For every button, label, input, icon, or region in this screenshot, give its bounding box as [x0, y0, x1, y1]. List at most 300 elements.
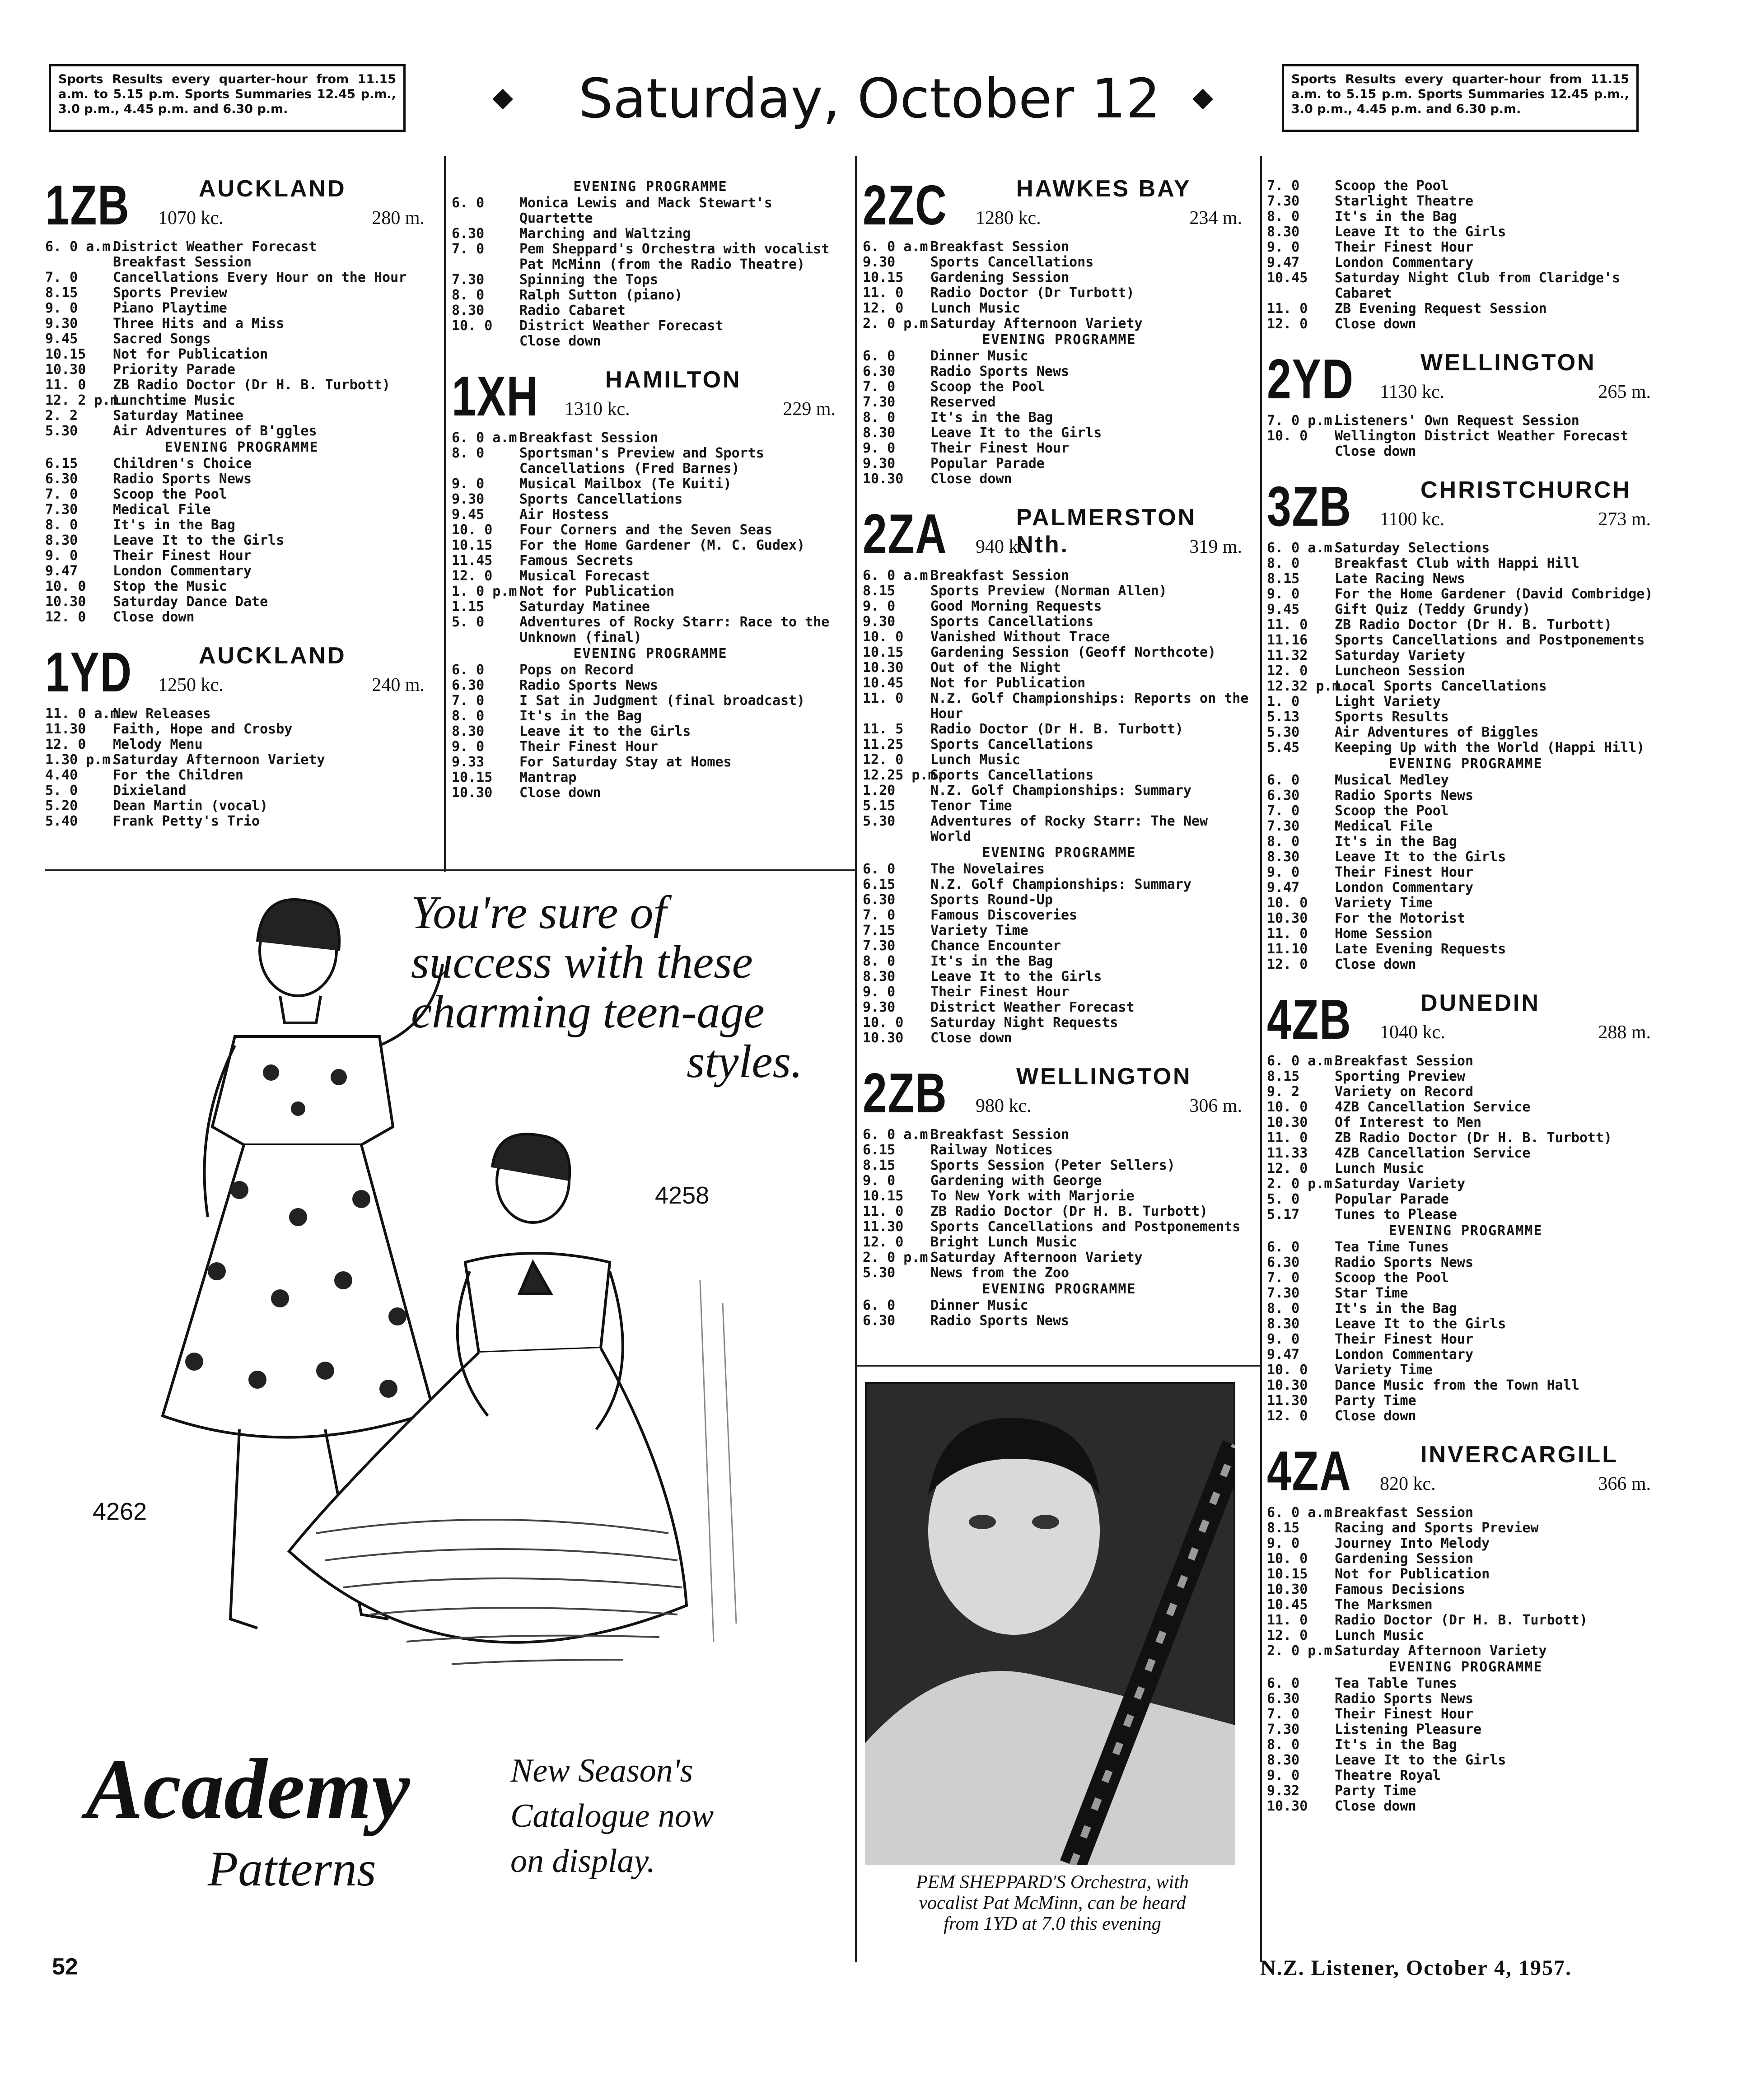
programme-time: 12. 0 — [45, 737, 86, 752]
programme-title: Keeping Up with the World (Happi Hill) — [1335, 740, 1645, 756]
programme-time: 9. 0 — [863, 1173, 896, 1189]
diamond-ornament-icon: ◆ — [1192, 81, 1214, 113]
programme-time: 8.30 — [863, 969, 896, 985]
programme-time: 6. 0 a.m. — [1267, 540, 1341, 556]
programme-time: 9. 0 — [863, 598, 896, 614]
programme-title: Famous Secrets — [519, 553, 634, 569]
programme-title: ZB Radio Doctor (Dr H. B. Turbott) — [1335, 617, 1612, 633]
programme-time: 10.30 — [1267, 910, 1308, 926]
programme-time: 10. 0 — [863, 1015, 904, 1031]
programme-item — [452, 584, 849, 599]
station-callsign: 4ZB — [1267, 989, 1352, 1051]
programme-item — [863, 1158, 1256, 1173]
programme-time: 9.33 — [452, 754, 485, 770]
programme-title: Breakfast Club with Happi Hill — [1335, 555, 1579, 571]
programme-time: 6. 0 a.m. — [863, 568, 936, 583]
programme-time: 8. 0 — [1267, 1301, 1300, 1316]
programme-item — [863, 410, 1256, 425]
programme-time: 9.30 — [863, 999, 896, 1015]
column-rule — [1260, 156, 1262, 1962]
programme-item — [452, 755, 849, 770]
column-3 — [863, 172, 1256, 1342]
programme-title: Dinner Music — [930, 1297, 1028, 1313]
programme-title: Dance Music from the Town Hall — [1335, 1377, 1579, 1393]
evening-programme-heading: EVENING PROGRAMME — [1388, 756, 1543, 772]
programme-title: Late Evening Requests — [1335, 941, 1506, 957]
station-frequency: 1130 kc. — [1380, 382, 1445, 402]
programme-time: 10. 0 — [45, 579, 86, 594]
programme-title: Their Finest Hour — [930, 440, 1070, 456]
programme-title: ZB Evening Request Session — [1335, 301, 1547, 317]
programme-title: Close down — [1335, 957, 1416, 972]
station-wavelength: 234 m. — [1189, 208, 1242, 229]
station-city: AUCKLAND — [199, 643, 346, 669]
programme-time: 10.15 — [863, 644, 904, 660]
programme-time: 8.15 — [863, 1157, 896, 1173]
programme-item — [452, 599, 849, 615]
programme-item — [452, 242, 849, 272]
programme-item — [1267, 1753, 1664, 1768]
programme-title: Late Racing News — [1335, 571, 1465, 587]
station-callsign: 2ZC — [863, 174, 948, 237]
programme-item — [1267, 834, 1664, 849]
programme-time: 6. 0 — [1267, 772, 1300, 788]
programme-item — [1267, 1363, 1664, 1378]
programme-title: Sports Round-Up — [930, 892, 1053, 908]
programme-title: Close down — [930, 471, 1012, 487]
programme-time: 11.32 — [1267, 648, 1308, 663]
programme-time: 7. 0 — [45, 270, 78, 285]
station-header — [1267, 473, 1664, 541]
programme-item — [863, 1250, 1256, 1265]
programme-title: N.Z. Golf Championships: Summary — [930, 783, 1191, 798]
programme-title: It's in the Bag — [1335, 1301, 1457, 1316]
programme-item — [45, 610, 438, 625]
programme-item — [45, 518, 438, 533]
programme-item — [1267, 271, 1664, 301]
programme-title: Priority Parade — [113, 362, 235, 378]
pattern-number: 4262 — [93, 1498, 147, 1525]
programme-title: For the Home Gardener (M. C. Gudex) — [519, 537, 805, 553]
programme-time: 12.25 p.m. — [863, 767, 944, 783]
programme-item — [863, 985, 1256, 1000]
programme-list — [1267, 1054, 1664, 1424]
station-frequency: 1280 kc. — [976, 208, 1041, 229]
programme-title: Saturday Selections — [1335, 540, 1490, 556]
programme-item — [863, 908, 1256, 923]
programme-time: 9.47 — [1267, 880, 1300, 896]
programme-item — [1267, 663, 1664, 679]
programme-item — [1267, 1536, 1664, 1551]
station-2zb — [863, 1059, 1256, 1329]
programme-item — [1267, 1240, 1664, 1255]
programme-title: Radio Sports News — [1335, 1691, 1474, 1707]
station-callsign: 2ZB — [863, 1062, 948, 1125]
programme-title: Theatre Royal — [1335, 1768, 1441, 1783]
programme-time: 9.30 — [863, 254, 896, 270]
programme-title: Tunes to Please — [1335, 1207, 1457, 1223]
programme-time: 5.17 — [1267, 1207, 1300, 1223]
programme-time: 9. 2 — [1267, 1084, 1300, 1100]
programme-time: 6. 0 — [1267, 1675, 1300, 1691]
programme-item — [452, 678, 849, 693]
programme-item — [452, 615, 849, 645]
programme-title: District Weather Forecast — [113, 239, 317, 255]
programme-time: 8.30 — [452, 303, 485, 318]
programme-time: 10.45 — [1267, 1597, 1308, 1613]
station-city: HAWKES BAY — [1016, 176, 1191, 202]
station-header — [863, 172, 1256, 239]
programme-title: Variety on Record — [1335, 1084, 1474, 1100]
programme-item — [1267, 1691, 1664, 1707]
programme-item — [863, 1143, 1256, 1158]
programme-time: 6.15 — [45, 456, 78, 471]
programme-item — [1267, 849, 1664, 865]
column-4 — [1267, 178, 1664, 1828]
programme-title: Melody Menu — [113, 737, 203, 752]
programme-time: 8.15 — [1267, 1069, 1300, 1084]
programme-time: 9. 0 — [1267, 1768, 1300, 1783]
programme-item — [1267, 1551, 1664, 1567]
programme-title: Sportsman's Preview and Sports Cancellations (Fred Barnes) — [519, 445, 764, 476]
programme-item — [863, 301, 1256, 316]
programme-title: Famous Decisions — [1335, 1582, 1465, 1597]
programme-title: Listening Pleasure — [1335, 1722, 1482, 1737]
programme-title: Saturday Variety — [1335, 1176, 1465, 1192]
programme-title: London Commentary — [1335, 880, 1474, 896]
programme-item — [1267, 1100, 1664, 1115]
programme-title: It's in the Bag — [113, 517, 235, 533]
programme-title: To New York with Marjorie — [930, 1188, 1135, 1204]
programme-item — [863, 1219, 1256, 1235]
programme-item — [863, 568, 1256, 583]
station-header — [1267, 1437, 1664, 1505]
programme-title: Saturday Afternoon Variety — [113, 752, 325, 768]
programme-time: 12. 0 — [1267, 316, 1308, 332]
programme-title: Light Variety — [1335, 694, 1441, 709]
programme-item — [863, 425, 1256, 441]
programme-title: The Novelaires — [930, 861, 1045, 877]
programme-title: Leave It to the Girls — [930, 969, 1102, 985]
programme-title: Lunch Music — [930, 752, 1020, 768]
station-frequency: 980 kc. — [976, 1096, 1032, 1116]
programme-item — [1267, 957, 1664, 972]
programme-time: 5. 0 — [45, 783, 78, 798]
programme-title: Their Finest Hour — [1335, 864, 1474, 880]
programme-title: Radio Doctor (Dr Turbott) — [930, 285, 1135, 301]
station-2za — [863, 500, 1256, 1046]
programme-time: 11.30 — [863, 1219, 904, 1235]
programme-time: 5.13 — [1267, 709, 1300, 725]
programme-time: 1. 0 — [1267, 694, 1300, 709]
programme-time: 8. 0 — [1267, 834, 1300, 849]
programme-time: 8. 0 — [452, 287, 485, 303]
programme-title: ZB Radio Doctor (Dr H. B. Turbott) — [930, 1204, 1208, 1219]
programme-item — [863, 630, 1256, 645]
programme-time: 9. 0 — [863, 984, 896, 1000]
programme-title: Their Finest Hour — [113, 548, 252, 564]
programme-item — [452, 476, 849, 492]
programme-item — [863, 892, 1256, 908]
programme-time: 7. 0 — [863, 379, 896, 395]
programme-time: 9.30 — [863, 456, 896, 471]
programme-time: 11.30 — [1267, 1393, 1308, 1409]
programme-item — [863, 1015, 1256, 1031]
programme-title: Medical File — [1335, 818, 1433, 834]
programme-title: Local Sports Cancellations — [1335, 678, 1547, 694]
programme-title: Sporting Preview — [1335, 1069, 1465, 1084]
programme-time: 6. 0 — [863, 861, 896, 877]
station-header — [45, 639, 438, 706]
programme-item — [45, 270, 438, 285]
station-header — [863, 1059, 1256, 1127]
station-wavelength: 366 m. — [1598, 1474, 1651, 1494]
programme-title: Radio Sports News — [113, 471, 252, 487]
programme-time: 12. 0 — [1267, 663, 1308, 679]
programme-time: 9.45 — [452, 507, 485, 523]
column-rule — [444, 156, 446, 872]
programme-title: Saturday Afternoon Variety — [1335, 1643, 1547, 1659]
programme-title: Close down — [519, 785, 601, 801]
programme-time: 1.30 p.m. — [45, 752, 119, 768]
programme-time: 8. 0 — [863, 953, 896, 969]
programme-item — [452, 288, 849, 303]
programme-title: Radio Doctor (Dr H. B. Turbott) — [930, 721, 1183, 737]
programme-title: Sports Results — [1335, 709, 1449, 725]
programme-time: 7.30 — [863, 394, 896, 410]
programme-time: 8. 0 — [45, 517, 78, 533]
programme-item — [1267, 1799, 1664, 1814]
programme-item — [1267, 725, 1664, 740]
programme-title: Musical Medley — [1335, 772, 1449, 788]
programme-title: Medical File — [113, 502, 211, 518]
page-title: Saturday, October 12 — [578, 68, 1161, 131]
programme-time: 9. 0 — [452, 739, 485, 755]
programme-item — [1267, 224, 1664, 240]
programme-title: Breakfast Session — [1335, 1505, 1474, 1521]
programme-time: 7. 0 — [1267, 1270, 1300, 1286]
programme-title: Lunch Music — [1335, 1161, 1425, 1176]
programme-item — [1267, 1069, 1664, 1084]
programme-title: Scoop the Pool — [1335, 178, 1449, 194]
programme-item — [452, 226, 849, 242]
station-wavelength: 273 m. — [1598, 509, 1651, 530]
programme-time: 9.32 — [1267, 1783, 1300, 1799]
programme-time: 12. 0 — [1267, 1408, 1308, 1424]
programme-item — [863, 364, 1256, 379]
programme-time: 6.30 — [1267, 1691, 1300, 1707]
programme-item — [1267, 1378, 1664, 1393]
programme-time: 11.10 — [1267, 941, 1308, 957]
programme-item — [1267, 587, 1664, 602]
programme-title: Saturday Night Requests — [930, 1015, 1118, 1031]
programme-time: 10. 0 — [863, 629, 904, 645]
pattern-number: 4258 — [655, 1182, 710, 1209]
programme-time: 11. 0 — [863, 1204, 904, 1219]
programme-title: For Saturday Stay at Homes — [519, 754, 732, 770]
programme-item — [1267, 1643, 1664, 1659]
programme-item — [863, 1313, 1256, 1329]
programme-item — [45, 564, 438, 579]
programme-title: Their Finest Hour — [1335, 1331, 1474, 1347]
programme-time: 8.15 — [1267, 571, 1300, 587]
programme-title: Radio Sports News — [930, 1313, 1070, 1329]
programme-title: It's in the Bag — [1335, 834, 1457, 849]
programme-list — [1267, 413, 1664, 459]
station-frequency: 1040 kc. — [1380, 1022, 1445, 1043]
programme-time: 10.30 — [45, 594, 86, 610]
programme-item — [452, 446, 849, 476]
programme-title: It's in the Bag — [519, 708, 642, 724]
programme-title: It's in the Bag — [1335, 209, 1457, 224]
programme-title: Leave It to the Girls — [1335, 1316, 1506, 1332]
programme-item — [45, 502, 438, 518]
station-city: WELLINGTON — [1016, 1064, 1192, 1090]
caption-line: vocalist Pat McMinn, can be heard — [919, 1893, 1186, 1913]
programme-time: 7.30 — [1267, 193, 1300, 209]
programme-title: Bright Lunch Music — [930, 1234, 1078, 1250]
programme-title: Lunchtime Music — [113, 392, 235, 408]
programme-time: 11.25 — [863, 737, 904, 752]
programme-time: 10. 0 — [452, 318, 493, 334]
programme-title: Breakfast Session — [113, 254, 252, 270]
station-1xh — [452, 363, 849, 801]
station-city: AUCKLAND — [199, 176, 346, 202]
programme-title: Faith, Hope and Crosby — [113, 721, 293, 737]
programme-title: Gardening Session (Geoff Northcote) — [930, 644, 1216, 660]
programme-time: 12. 0 — [863, 752, 904, 768]
programme-title: Sports Cancellations and Postponements — [930, 1219, 1241, 1235]
programme-item — [452, 196, 849, 226]
programme-item — [452, 272, 849, 288]
programme-time: 7. 0 — [452, 693, 485, 709]
programme-item — [45, 722, 438, 737]
column-1 — [45, 172, 438, 843]
programme-time: 5.20 — [45, 798, 78, 814]
programme-item — [863, 1204, 1256, 1219]
programme-time: 5.30 — [863, 1265, 896, 1281]
programme-item — [452, 334, 849, 349]
programme-time: 11. 0 — [863, 285, 904, 301]
programme-title: Adventures of Rocky Starr: The New World — [930, 813, 1208, 845]
programme-title: Luncheon Session — [1335, 663, 1465, 679]
programme-item — [45, 533, 438, 548]
programme-item — [1267, 1207, 1664, 1223]
programme-item — [1267, 1628, 1664, 1643]
programme-title: District Weather Forecast — [930, 999, 1135, 1015]
programme-title: Racing and Sports Preview — [1335, 1520, 1539, 1536]
programme-time: 7. 0 — [1267, 1706, 1300, 1722]
programme-time: 9.45 — [1267, 602, 1300, 617]
programme-time: 10.30 — [1267, 1582, 1308, 1597]
programme-time: 7.30 — [45, 502, 78, 518]
programme-time: 10. 0 — [452, 522, 493, 538]
programme-time: 6.30 — [1267, 788, 1300, 803]
programme-item — [45, 378, 438, 393]
programme-title: Radio Sports News — [1335, 1255, 1474, 1270]
programme-time: 2. 0 p.m. — [863, 1250, 936, 1265]
programme-item — [1267, 911, 1664, 926]
programme-item — [1267, 679, 1664, 694]
programme-time: 2. 0 p.m. — [863, 316, 936, 331]
programme-time: 9.47 — [1267, 255, 1300, 271]
programme-item — [863, 285, 1256, 301]
programme-title: Scoop the Pool — [1335, 803, 1449, 819]
station-callsign: 2YD — [1267, 348, 1354, 411]
programme-item — [1267, 694, 1664, 709]
programme-item — [863, 1000, 1256, 1015]
programme-item — [1267, 1347, 1664, 1363]
programme-item — [1267, 1597, 1664, 1613]
programme-item — [863, 969, 1256, 985]
programme-item — [863, 877, 1256, 892]
programme-title: Sports Cancellations — [930, 737, 1094, 752]
programme-item — [1267, 1768, 1664, 1783]
programme-item — [45, 301, 438, 316]
programme-item — [45, 362, 438, 378]
programme-title: Monica Lewis and Mack Stewart's Quartette — [519, 195, 772, 226]
programme-time: 6. 0 a.m. — [863, 1127, 936, 1143]
station-city: INVERCARGILL — [1420, 1442, 1618, 1468]
programme-title: Journey Into Melody — [1335, 1535, 1490, 1551]
programme-time: 8.15 — [45, 285, 78, 301]
programme-item — [863, 1265, 1256, 1281]
advert-headline: success with these — [411, 936, 753, 988]
programme-title: 4ZB Cancellation Service — [1335, 1145, 1531, 1161]
programme-time: 11. 0 — [1267, 926, 1308, 942]
programme-item — [1267, 926, 1664, 942]
programme-item — [863, 1127, 1256, 1143]
programme-time: 10. 0 — [1267, 895, 1308, 911]
programme-time: 1. 0 p.m. — [452, 583, 525, 599]
programme-item — [863, 441, 1256, 456]
programme-item — [45, 408, 438, 424]
programme-time: 12. 0 — [45, 609, 86, 625]
programme-time: 8. 0 — [863, 410, 896, 425]
programme-item — [1267, 617, 1664, 633]
programme-item — [863, 349, 1256, 364]
programme-item — [1267, 240, 1664, 255]
station-wavelength: 240 m. — [372, 675, 425, 695]
station-frequency: 940 kc. — [976, 537, 1032, 557]
programme-list — [863, 1127, 1256, 1329]
evening-programme-heading: EVENING PROGRAMME — [1388, 1223, 1543, 1239]
programme-item — [1267, 1161, 1664, 1176]
programme-title: Gift Quiz (Teddy Grundy) — [1335, 602, 1531, 617]
programme-title: Leave It to the Girls — [1335, 224, 1506, 240]
programme-time: 7.15 — [863, 923, 896, 938]
programme-title: ZB Radio Doctor (Dr H. B. Turbott) — [113, 377, 391, 393]
programme-time: 6.30 — [452, 677, 485, 693]
programme-title: N.Z. Golf Championships: Summary — [930, 877, 1191, 892]
programme-time: 6.30 — [863, 364, 896, 379]
programme-time: 10.15 — [863, 270, 904, 285]
programme-item — [863, 471, 1256, 487]
programme-time: 11.16 — [1267, 632, 1308, 648]
programme-item — [863, 1235, 1256, 1250]
programme-title: Their Finest Hour — [930, 984, 1070, 1000]
programme-time: 9. 0 — [45, 300, 78, 316]
programme-time: 12. 2 p.m. — [45, 392, 127, 408]
programme-item — [452, 785, 849, 801]
station-1zb — [45, 172, 438, 625]
programme-title: Pem Sheppard's Orchestra with vocalist Pat McMinn (from the Radio Theatre) — [519, 241, 830, 272]
station-header — [1267, 345, 1664, 413]
programme-item — [45, 393, 438, 408]
programme-time: 11. 0 — [45, 377, 86, 393]
programme-title: 4ZB Cancellation Service — [1335, 1099, 1531, 1115]
programme-item — [863, 722, 1256, 737]
